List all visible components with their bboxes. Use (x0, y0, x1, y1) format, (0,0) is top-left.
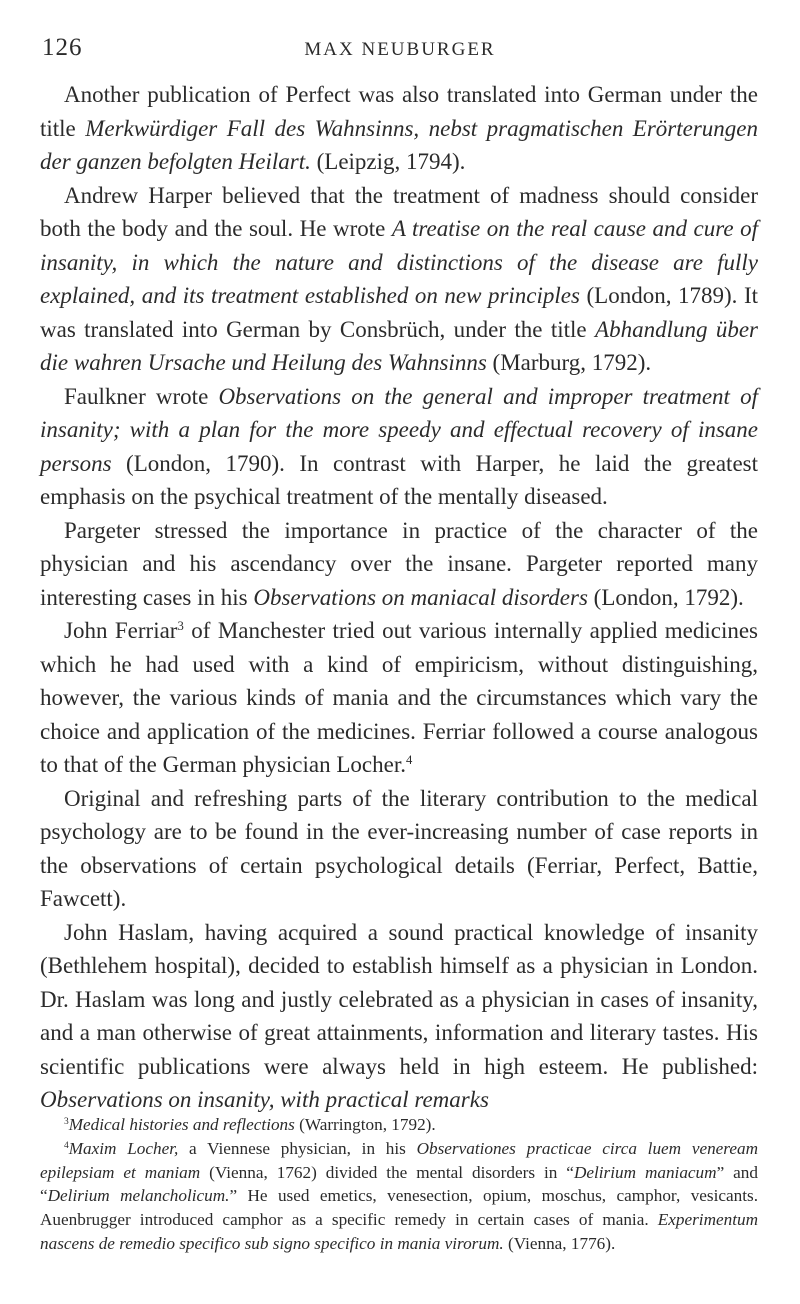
footnote-4: $^4$Maxim Locher, a Viennese physician, in his Observationes practicae circa luem veneream epilepsiam et maniam (Vienna, 1762) divided the mental disorders in “Delirium maniacum” and “Delirium melancholicum.” He used emetics, venesection, opium, moschus, camphor, vesicants. Auenbrugger introduced camphor as a specific remedy in certain cases of mania. Experimentum nascens de remedio specifico sub signo specifico in mania virorum. (Vienna, 1776). (40, 1138, 758, 1253)
paragraph-pargeter: Pargeter stressed the importance in practice of the character of the physician and his ascendancy over the insane. Pargeter reported many interesting cases in his Observations on maniacal disorders (London, 1792). (40, 517, 758, 610)
book-title: Observations on maniacal disorders (253, 584, 588, 610)
page-header (42, 34, 758, 68)
footnote-marker: 4 (64, 1140, 69, 1151)
body-text (40, 78, 758, 1117)
page-number: 126 (42, 34, 83, 61)
book-title: Abhandlung über die wahren Ursache und Heilung des Wahnsinns (40, 316, 758, 375)
book-title: Merkwürdiger Fall des Wahnsinns, nebst pragmatischen Erörterungen der ganzen befolgten Heilart. (40, 115, 758, 174)
book-title: Observations on insanity, with practical remarks (40, 1087, 489, 1112)
paragraph-faulkner: Faulkner wrote Observations on the general and improper treatment of insanity; with a plan for the more speedy and effectual recovery of insane persons (London, 1790). In contrast with Harper, he laid the greatest emphasis on the psychical treatment of the mentally diseased. (40, 383, 758, 509)
book-title: A treatise on the real cause and cure of insanity, in which the nature and distinctions of the disease are fully explained, and its treatment established on new principles (40, 216, 758, 308)
book-title: Observations on the general and improper treatment of insanity; with a plan for the more speedy and effectual recovery of insane persons (40, 383, 758, 476)
footnote-marker: 3 (64, 1116, 69, 1127)
footnote-ref: 4 (405, 752, 413, 767)
paragraph-perfect-translation: Another publication of Perfect was also translated into German under the title Merkwürdiger Fall des Wahnsinns, nebst pragmatischen Erörterungen der ganzen befolgten Heilart. (Leipzig, 1794). (40, 82, 758, 174)
paragraph-harper: Andrew Harper believed that the treatment of madness should consider both the body and the soul. He wrote A treatise on the real cause and cure of insanity, in which the nature and distinctions of the disease are fully explained, and its treatment established on new principles (London, 1789). It was translated into German by Consbrüch, under the title Abhandlung über die wahren Ursache und Heilung des Wahnsinns (Marburg, 1792). (40, 182, 758, 375)
paragraph-ferriar: John Ferriar$^3$ of Manchester tried out various internally applied medicines which he had used with a kind of empiricism, without distinguishing, however, the various kinds of mania and the circumstances which vary the choice and application of the medicines. Ferriar followed a course analogous to that of the German physician Locher.$^4$ (40, 618, 758, 777)
paragraph-case-reports: Original and refreshing parts of the literary contribution to the medical psychology are to be found in the ever-increasing number of case reports in the observations of certain psychological details (Ferriar, Perfect, Battie, Fawcett). (40, 785, 758, 911)
paragraph-haslam: John Haslam, having acquired a sound practical knowledge of insanity (Bethlehem hospital), decided to establish himself as a physician in London. Dr. Haslam was long and justly celebrated as a physician in cases of insanity, and a man otherwise of great attainments, information and literary tastes. His scientific publications were always held in high esteem. He published: Observations on insanity, with practical remarks (40, 919, 758, 1112)
running-head: MAX NEUBURGER (304, 39, 496, 60)
footnote-3: $^3$Medical histories and reflections (Warrington, 1792). (64, 1115, 436, 1134)
footnote-ref: 3 (177, 618, 184, 633)
footnotes (40, 1113, 758, 1256)
